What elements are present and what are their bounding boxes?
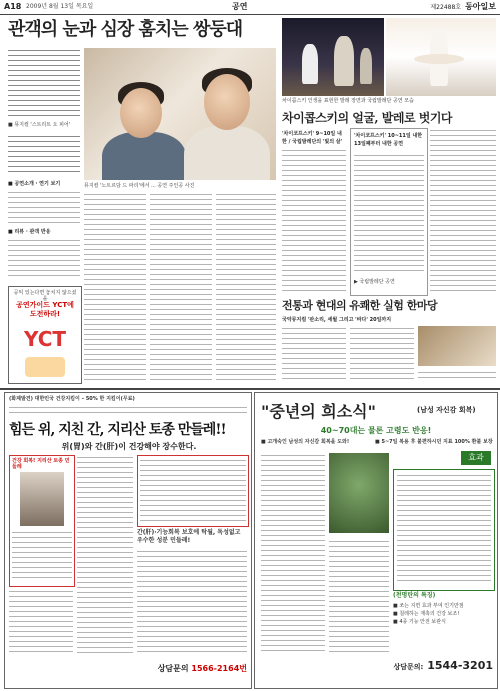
ad1-banner: (화제발견) 대한민국 건강지킴이 – 50% 한 지킴이(무료) [9,396,135,402]
ad2-box [393,469,495,591]
ad1-col2 [137,549,247,655]
dancer-figure-2 [334,36,354,86]
section-divider [0,388,500,390]
ad1-box1 [9,455,75,587]
ad2-item1: ■ 고개숙인 남성의 자신감 회복을 도와! [261,439,350,445]
article3-photo [418,326,496,366]
article1-intro-text [8,48,80,118]
article2-side-box [350,128,428,296]
article1-sidebar-text-2 [8,238,80,280]
article1-body-col3 [216,192,276,382]
ad1-box1-text [12,530,72,582]
ad1-headline: 힘든 위, 지친 간, 지리산 토종 만들레!! [9,422,226,438]
article1-sidebar-text [8,190,80,224]
page-header-bar [0,0,500,15]
ad2-product-photo [329,453,389,533]
issue-date: 2009년 8월 13일 목요일 [26,3,94,10]
ballerina-tutu [414,54,464,64]
ad2-phone-label: 상담문의: [393,663,424,671]
ad2-fact-3: ■ 4종 기능 안전 보관식 [393,619,446,625]
ad1-phone-number: 1566-2164번 [191,664,247,673]
ad2-col2 [329,539,389,653]
person2-face [204,74,250,130]
ad2-fact-title: (천명탄의 특징) [393,592,436,599]
bottom-ad-middle-age[interactable] [254,392,498,689]
article2-subhead: '차이코프스키' 9~10일 내한 / 국립발레단의 '빛의 살' [282,131,343,145]
article1-photo [84,48,276,180]
article1-photo-caption: 뮤지컬 '노트르담 드 파리'에서 ... 공연 주인공 사진 [84,183,195,189]
sidebar-ad-tag: YCT [23,327,67,351]
ad2-box-text [397,473,491,585]
article2-side-title: '차이코프스키' 10~11일 내한 13일째부터 내한 공연 [354,133,423,147]
article1-sidebar-note-2: ■ 리뷰 · 관객 반응 [8,229,51,235]
ad1-box2 [137,455,249,527]
article2-ballet-photo [386,18,496,96]
ad1-box1-title: 건강 회복! 지리산 토종 민들레 [12,458,70,470]
ad1-box-title-2: 간(肝)·기능회복 보호에 탁월, 독성없고 우수한 성분 민들레! [137,529,241,544]
article2-stage-photo [282,18,384,96]
article2-headline: 차이콥스키의 얼굴, 발레로 벗기다 [282,111,453,125]
ad2-phone-number: 1544-3201 [427,659,493,672]
ad2-col1 [261,453,325,653]
ad2-phone[interactable] [393,659,493,672]
page-number: A18 [4,2,22,11]
ad1-phone[interactable] [125,663,247,674]
ad2-title-tag: (남성 자신감 회복) [417,406,476,414]
sidebar-ad[interactable] [8,286,82,384]
ad1-foot-text [9,589,73,655]
article2-photo-caption: 차이콥스키 인생을 표현한 발레 장면과 국립발레단 공연 모습 [282,98,414,104]
publication-info: 제22488호 동아일보 [430,2,496,11]
ad1-box2-text [140,458,246,522]
sidebar-ad-title: 공연가이드 YCT에 도전하라! [16,301,74,318]
ad1-col1 [77,455,133,655]
article3-headline: 전통과 현대의 유쾌한 실험 한마당 [282,299,438,312]
person1-shirt [102,132,186,180]
article1-headline: 관객의 눈과 심장 훔치는 쌍둥대 [8,19,243,40]
ad1-subhead: 위(胃)와 간(肝)이 건강해야 장수한다. [61,442,197,451]
ad2-subtitle: 40~70대는 물론 고령도 반응! [320,426,432,435]
person1-face [120,88,162,138]
article2-side-link[interactable]: ▶ 국립발레단 공연 [354,279,395,285]
person2-shirt [184,126,270,180]
article3-subhead: 국악뮤지컬 '판소리, 세월 그리고 '바다' 20일까지 [282,317,392,323]
ad2-fact-1: ■ 쏘는 지면 효과 부여 인기만점 [393,603,464,609]
masthead: 동아일보 [465,2,496,11]
dancer-figure-1 [302,44,318,84]
ad2-fact-2: ■ 칠레하는 재촉의 건강 보조! [393,611,460,617]
article1-intro-text-2 [8,134,80,174]
ad2-title: "중년의 희소식" [261,402,376,421]
article1-sidebar-note: ■ 공연소개 · 연기 보기 [8,181,61,187]
article3-col2 [350,326,414,382]
ad1-phone-label: 상담문의 [157,664,189,673]
article1-body-col2 [150,192,212,382]
ad2-item2: ■ 5~7일 복용 후 불편하시던 지표 100% 환불 보장 [375,439,493,445]
article1-body-col1 [84,192,146,382]
ad2-badge: 효과 [461,451,491,465]
article2-col3 [430,128,496,294]
article2-side-text [354,153,424,273]
dancer-figure-3 [360,48,372,84]
ad1-person-photo [20,472,64,526]
article3-col3 [418,370,496,382]
ad1-intro-text [9,405,247,415]
sidebar-ad-graphic [25,357,65,377]
article3-col1 [282,326,346,382]
article2-col1 [282,148,346,294]
sidebar-ad-line: 공익 있는다면 놓치지 않으셨을 [13,290,77,302]
bottom-ad-dandelion[interactable] [4,392,252,689]
article1-byline: ■ 뮤지컬 '스트리트 오 피어' [8,122,71,128]
section-title: 공연 [232,2,248,11]
